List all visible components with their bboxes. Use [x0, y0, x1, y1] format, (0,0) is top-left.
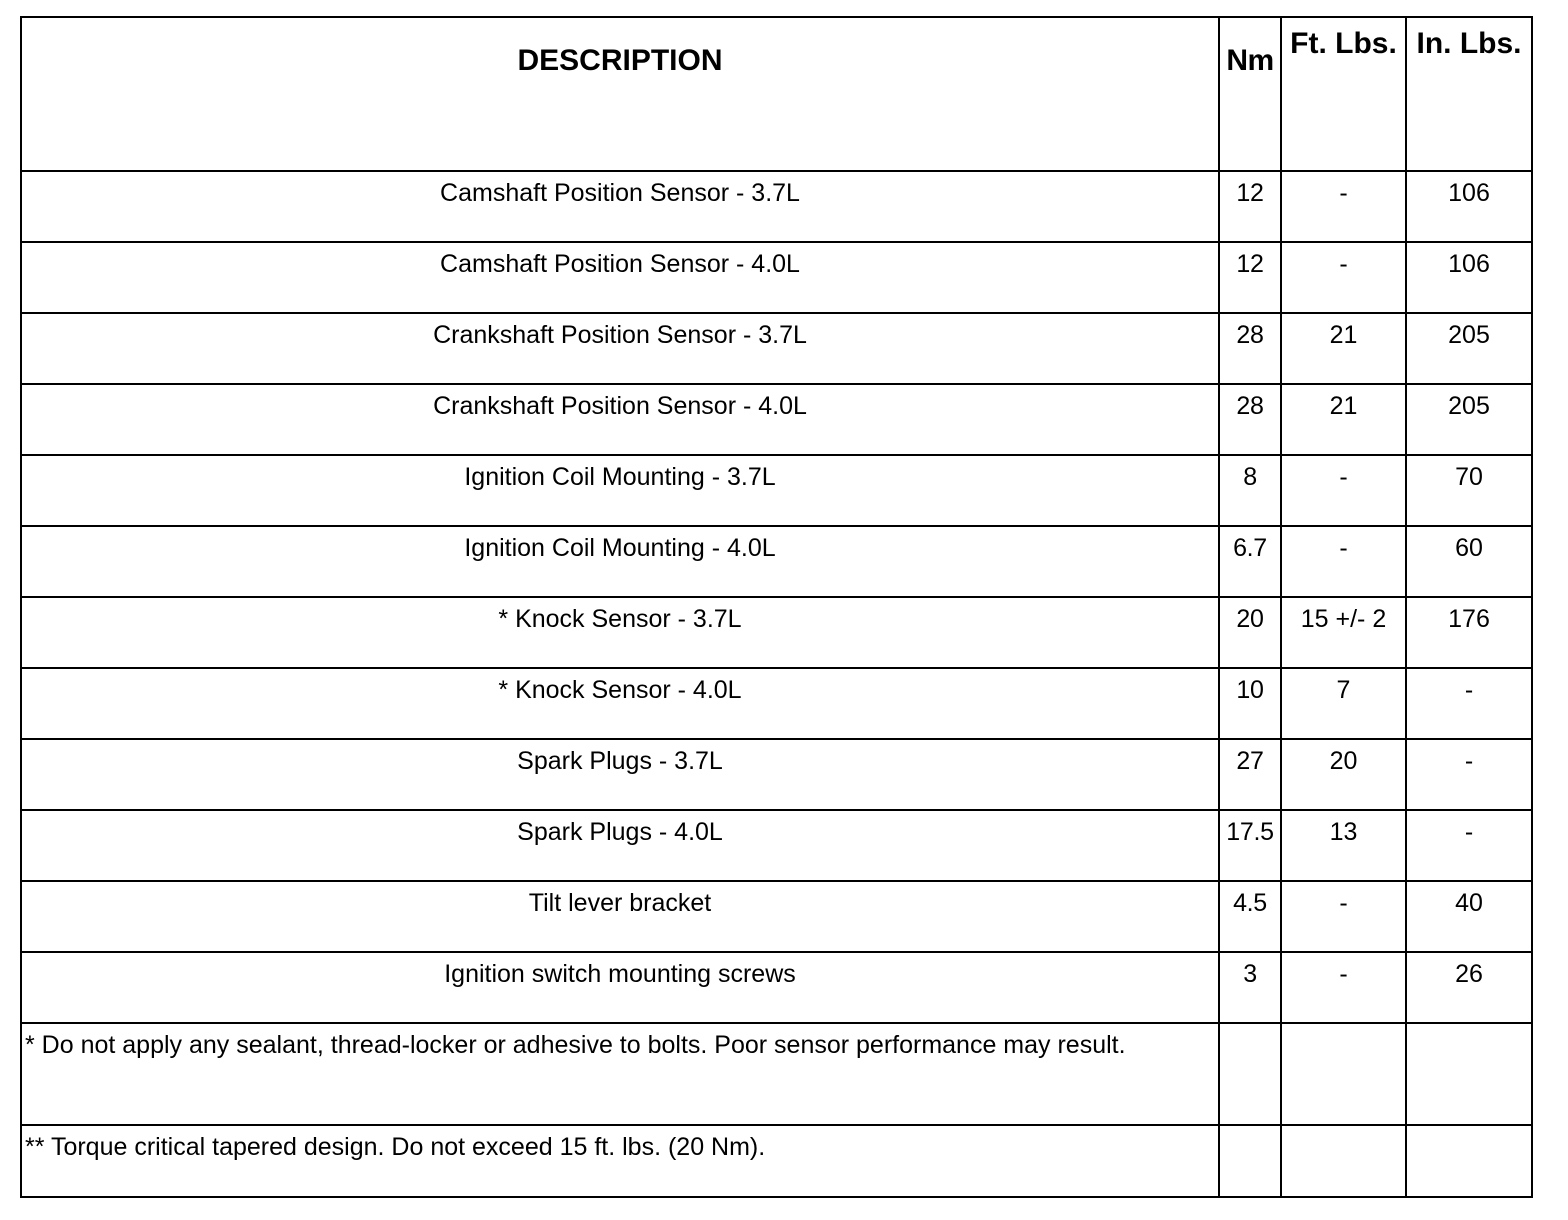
- ft-lbs-cell: -: [1281, 952, 1406, 1023]
- nm-cell: 12: [1219, 171, 1281, 242]
- table-row: [21, 455, 1532, 526]
- ft-lbs-cell: -: [1281, 455, 1406, 526]
- header-in-lbs: In. Lbs.: [1406, 17, 1532, 171]
- ft-lbs-cell: -: [1281, 526, 1406, 597]
- sealant-note: * Do not apply any sealant, thread-locker or adhesive to bolts. Poor sensor performance may result.: [21, 1023, 1219, 1125]
- nm-cell: 27: [1219, 739, 1281, 810]
- description-cell: Crankshaft Position Sensor - 4.0L: [21, 384, 1219, 455]
- ft-lbs-cell: 7: [1281, 668, 1406, 739]
- in-lbs-cell: 176: [1406, 597, 1532, 668]
- description-cell: Ignition switch mounting screws: [21, 952, 1219, 1023]
- nm-cell: 28: [1219, 384, 1281, 455]
- in-lbs-cell: 106: [1406, 242, 1532, 313]
- in-lbs-cell: 205: [1406, 384, 1532, 455]
- in-lbs-cell: 205: [1406, 313, 1532, 384]
- ft-lbs-cell: 20: [1281, 739, 1406, 810]
- nm-cell: 20: [1219, 597, 1281, 668]
- table-row: [21, 597, 1532, 668]
- description-cell: Spark Plugs - 4.0L: [21, 810, 1219, 881]
- description-cell: Tilt lever bracket: [21, 881, 1219, 952]
- header-nm: Nm: [1219, 17, 1281, 171]
- table-row: [21, 526, 1532, 597]
- ft-lbs-cell: 13: [1281, 810, 1406, 881]
- ft-lbs-cell: 21: [1281, 313, 1406, 384]
- description-cell: Ignition Coil Mounting - 4.0L: [21, 526, 1219, 597]
- note-row: [21, 1125, 1532, 1197]
- nm-cell: 10: [1219, 668, 1281, 739]
- table-row: [21, 171, 1532, 242]
- description-cell: * Knock Sensor - 4.0L: [21, 668, 1219, 739]
- torque-critical-note: ** Torque critical tapered design. Do not exceed 15 ft. lbs. (20 Nm).: [21, 1125, 1219, 1197]
- table-row: [21, 810, 1532, 881]
- table-row: [21, 668, 1532, 739]
- header-description: DESCRIPTION: [21, 17, 1219, 171]
- in-lbs-cell: 106: [1406, 171, 1532, 242]
- ft-lbs-cell: -: [1281, 171, 1406, 242]
- description-cell: Crankshaft Position Sensor - 3.7L: [21, 313, 1219, 384]
- nm-cell: 4.5: [1219, 881, 1281, 952]
- note-row: [21, 1023, 1532, 1125]
- table-row: [21, 739, 1532, 810]
- table-row: [21, 242, 1532, 313]
- table-row: [21, 881, 1532, 952]
- in-lbs-cell: 40: [1406, 881, 1532, 952]
- empty-cell: [1281, 1125, 1406, 1197]
- empty-cell: [1281, 1023, 1406, 1125]
- nm-cell: 6.7: [1219, 526, 1281, 597]
- ft-lbs-cell: 21: [1281, 384, 1406, 455]
- in-lbs-cell: 26: [1406, 952, 1532, 1023]
- description-cell: Ignition Coil Mounting - 3.7L: [21, 455, 1219, 526]
- header-ft-lbs: Ft. Lbs.: [1281, 17, 1406, 171]
- nm-cell: 28: [1219, 313, 1281, 384]
- description-cell: Camshaft Position Sensor - 3.7L: [21, 171, 1219, 242]
- table-row: [21, 952, 1532, 1023]
- description-cell: Spark Plugs - 3.7L: [21, 739, 1219, 810]
- header-row: [21, 17, 1532, 171]
- in-lbs-cell: -: [1406, 810, 1532, 881]
- in-lbs-cell: 70: [1406, 455, 1532, 526]
- empty-cell: [1406, 1125, 1532, 1197]
- empty-cell: [1406, 1023, 1532, 1125]
- ft-lbs-cell: -: [1281, 881, 1406, 952]
- empty-cell: [1219, 1023, 1281, 1125]
- in-lbs-cell: -: [1406, 668, 1532, 739]
- ft-lbs-cell: 15 +/- 2: [1281, 597, 1406, 668]
- description-cell: * Knock Sensor - 3.7L: [21, 597, 1219, 668]
- table-row: [21, 313, 1532, 384]
- nm-cell: 8: [1219, 455, 1281, 526]
- nm-cell: 3: [1219, 952, 1281, 1023]
- nm-cell: 17.5: [1219, 810, 1281, 881]
- description-cell: Camshaft Position Sensor - 4.0L: [21, 242, 1219, 313]
- torque-spec-table: [20, 16, 1533, 1198]
- nm-cell: 12: [1219, 242, 1281, 313]
- table-row: [21, 384, 1532, 455]
- in-lbs-cell: -: [1406, 739, 1532, 810]
- in-lbs-cell: 60: [1406, 526, 1532, 597]
- empty-cell: [1219, 1125, 1281, 1197]
- ft-lbs-cell: -: [1281, 242, 1406, 313]
